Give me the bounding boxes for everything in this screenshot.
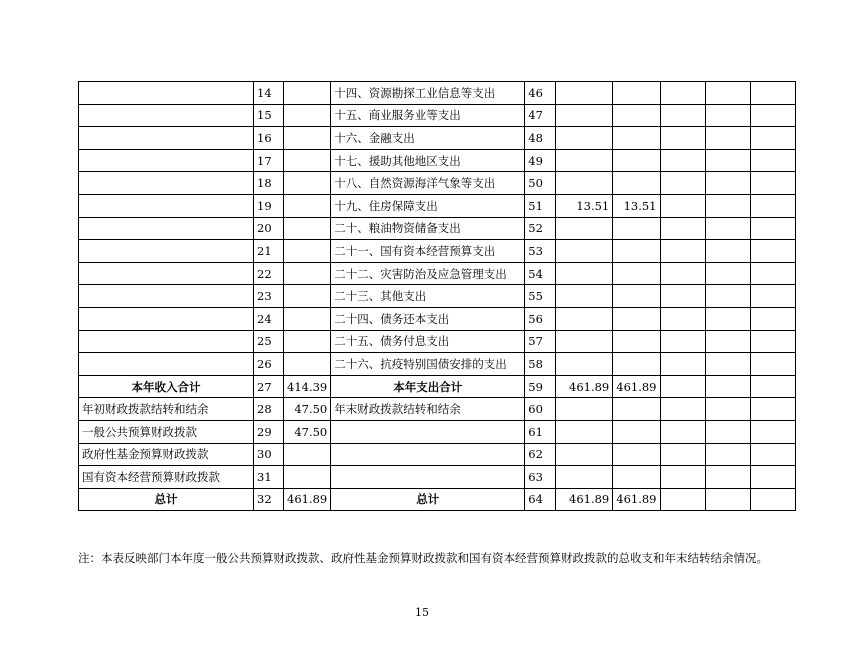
expense-basic-cell — [613, 420, 660, 443]
expense-col5-cell — [750, 307, 795, 330]
expense-project-cell — [660, 375, 705, 398]
expense-item-cell: 十九、住房保障支出 — [331, 194, 525, 217]
expense-col4-cell — [705, 443, 750, 466]
income-amount-cell — [284, 240, 331, 263]
expense-col5-cell — [750, 172, 795, 195]
income-item-cell: 总计 — [79, 488, 254, 511]
income-amount-cell — [284, 307, 331, 330]
expense-item-cell: 二十四、债务还本支出 — [331, 307, 525, 330]
income-line-cell: 32 — [254, 488, 284, 511]
income-amount-cell — [284, 149, 331, 172]
expense-project-cell — [660, 149, 705, 172]
expense-line-cell: 56 — [525, 307, 556, 330]
table-row — [79, 217, 796, 240]
table-row — [79, 466, 796, 489]
expense-basic-cell — [613, 443, 660, 466]
expense-col5-cell — [750, 353, 795, 376]
expense-col5-cell — [750, 149, 795, 172]
expense-line-cell: 57 — [525, 330, 556, 353]
expense-total-cell — [556, 127, 613, 150]
income-item-cell — [79, 172, 254, 195]
expense-total-cell — [556, 240, 613, 263]
expense-project-cell — [660, 127, 705, 150]
expense-basic-cell — [613, 217, 660, 240]
expense-col4-cell — [705, 420, 750, 443]
income-amount-cell — [284, 285, 331, 308]
expense-col5-cell — [750, 240, 795, 263]
income-amount-cell: 461.89 — [284, 488, 331, 511]
expense-project-cell — [660, 82, 705, 105]
expense-col4-cell — [705, 82, 750, 105]
income-amount-cell — [284, 330, 331, 353]
expense-line-cell: 51 — [525, 194, 556, 217]
expense-project-cell — [660, 488, 705, 511]
income-item-cell — [79, 82, 254, 105]
expense-basic-cell — [613, 172, 660, 195]
income-line-cell: 31 — [254, 466, 284, 489]
expense-line-cell: 60 — [525, 398, 556, 421]
expense-item-cell: 二十五、债务付息支出 — [331, 330, 525, 353]
expense-col5-cell — [750, 375, 795, 398]
table-row — [79, 488, 796, 511]
table-row — [79, 307, 796, 330]
expense-item-cell: 十七、援助其他地区支出 — [331, 149, 525, 172]
expense-line-cell: 50 — [525, 172, 556, 195]
expense-project-cell — [660, 330, 705, 353]
income-amount-cell: 414.39 — [284, 375, 331, 398]
income-item-cell — [79, 104, 254, 127]
income-item-cell — [79, 353, 254, 376]
expense-basic-cell — [613, 240, 660, 263]
expense-total-cell — [556, 262, 613, 285]
income-line-cell: 20 — [254, 217, 284, 240]
budget-table — [78, 81, 796, 511]
expense-item-cell — [331, 466, 525, 489]
income-item-cell: 本年收入合计 — [79, 375, 254, 398]
expense-item-cell: 二十三、其他支出 — [331, 285, 525, 308]
expense-item-cell: 二十六、抗疫特别国债安排的支出 — [331, 353, 525, 376]
expense-item-cell: 二十、粮油物资储备支出 — [331, 217, 525, 240]
table-row — [79, 194, 796, 217]
expense-total-cell — [556, 217, 613, 240]
expense-col4-cell — [705, 488, 750, 511]
expense-col5-cell — [750, 398, 795, 421]
expense-basic-cell — [613, 82, 660, 105]
income-amount-cell — [284, 172, 331, 195]
income-item-cell: 国有资本经营预算财政拨款 — [79, 466, 254, 489]
expense-col4-cell — [705, 466, 750, 489]
income-line-cell: 25 — [254, 330, 284, 353]
expense-total-cell — [556, 443, 613, 466]
table-row — [79, 240, 796, 263]
expense-basic-cell: 13.51 — [613, 194, 660, 217]
income-item-cell: 政府性基金预算财政拨款 — [79, 443, 254, 466]
income-item-cell: 年初财政拨款结转和结余 — [79, 398, 254, 421]
expense-basic-cell — [613, 149, 660, 172]
expense-item-cell — [331, 443, 525, 466]
expense-basic-cell — [613, 127, 660, 150]
table-row — [79, 82, 796, 105]
income-line-cell: 27 — [254, 375, 284, 398]
income-line-cell: 22 — [254, 262, 284, 285]
expense-project-cell — [660, 353, 705, 376]
expense-col4-cell — [705, 127, 750, 150]
income-amount-cell: 47.50 — [284, 398, 331, 421]
expense-project-cell — [660, 420, 705, 443]
income-line-cell: 14 — [254, 82, 284, 105]
expense-total-cell — [556, 285, 613, 308]
income-item-cell — [79, 285, 254, 308]
expense-col4-cell — [705, 172, 750, 195]
income-item-cell — [79, 217, 254, 240]
expense-line-cell: 53 — [525, 240, 556, 263]
expense-col4-cell — [705, 217, 750, 240]
income-amount-cell — [284, 194, 331, 217]
expense-total-cell — [556, 420, 613, 443]
income-line-cell: 24 — [254, 307, 284, 330]
expense-item-cell: 总计 — [331, 488, 525, 511]
expense-item-cell: 二十一、国有资本经营预算支出 — [331, 240, 525, 263]
expense-item-cell: 十五、商业服务业等支出 — [331, 104, 525, 127]
expense-total-cell: 461.89 — [556, 375, 613, 398]
income-item-cell — [79, 149, 254, 172]
expense-project-cell — [660, 217, 705, 240]
expense-project-cell — [660, 285, 705, 308]
table-footnote: 注：本表反映部门本年度一般公共预算财政拨款、政府性基金预算财政拨款和国有资本经营预算财政拨款的总收支和年末结转结余情况。 — [78, 551, 768, 565]
table-row — [79, 398, 796, 421]
expense-total-cell: 461.89 — [556, 488, 613, 511]
table-row — [79, 149, 796, 172]
income-amount-cell — [284, 466, 331, 489]
expense-line-cell: 47 — [525, 104, 556, 127]
expense-total-cell — [556, 353, 613, 376]
expense-col4-cell — [705, 149, 750, 172]
expense-col4-cell — [705, 353, 750, 376]
income-line-cell: 29 — [254, 420, 284, 443]
expense-project-cell — [660, 398, 705, 421]
expense-basic-cell — [613, 262, 660, 285]
expense-col5-cell — [750, 104, 795, 127]
expense-col5-cell — [750, 194, 795, 217]
income-item-cell — [79, 240, 254, 263]
table-row — [79, 285, 796, 308]
income-item-cell — [79, 262, 254, 285]
expense-basic-cell — [613, 398, 660, 421]
expense-project-cell — [660, 172, 705, 195]
expense-line-cell: 55 — [525, 285, 556, 308]
expense-total-cell — [556, 104, 613, 127]
expense-line-cell: 52 — [525, 217, 556, 240]
expense-col4-cell — [705, 262, 750, 285]
table-row — [79, 353, 796, 376]
income-amount-cell — [284, 262, 331, 285]
expense-total-cell — [556, 466, 613, 489]
table-row — [79, 172, 796, 195]
table-row — [79, 443, 796, 466]
income-item-cell — [79, 127, 254, 150]
expense-col5-cell — [750, 488, 795, 511]
table-row — [79, 420, 796, 443]
expense-col5-cell — [750, 82, 795, 105]
income-line-cell: 19 — [254, 194, 284, 217]
expense-col5-cell — [750, 330, 795, 353]
income-amount-cell — [284, 82, 331, 105]
page-number: 15 — [415, 606, 429, 619]
expense-basic-cell — [613, 330, 660, 353]
expense-item-cell: 十八、自然资源海洋气象等支出 — [331, 172, 525, 195]
expense-project-cell — [660, 466, 705, 489]
income-amount-cell — [284, 443, 331, 466]
expense-project-cell — [660, 307, 705, 330]
expense-col4-cell — [705, 285, 750, 308]
expense-total-cell — [556, 307, 613, 330]
table-row — [79, 375, 796, 398]
expense-project-cell — [660, 104, 705, 127]
income-line-cell: 30 — [254, 443, 284, 466]
expense-col5-cell — [750, 262, 795, 285]
expense-col5-cell — [750, 466, 795, 489]
expense-line-cell: 59 — [525, 375, 556, 398]
expense-basic-cell: 461.89 — [613, 375, 660, 398]
income-line-cell: 17 — [254, 149, 284, 172]
expense-project-cell — [660, 240, 705, 263]
expense-line-cell: 61 — [525, 420, 556, 443]
expense-col4-cell — [705, 104, 750, 127]
income-line-cell: 28 — [254, 398, 284, 421]
table-row — [79, 104, 796, 127]
income-item-cell: 一般公共预算财政拨款 — [79, 420, 254, 443]
expense-col4-cell — [705, 240, 750, 263]
income-amount-cell — [284, 127, 331, 150]
expense-project-cell — [660, 443, 705, 466]
expense-col5-cell — [750, 285, 795, 308]
expense-basic-cell — [613, 466, 660, 489]
expense-total-cell — [556, 398, 613, 421]
table-row — [79, 262, 796, 285]
expense-total-cell — [556, 330, 613, 353]
expense-col4-cell — [705, 307, 750, 330]
expense-basic-cell — [613, 353, 660, 376]
expense-line-cell: 64 — [525, 488, 556, 511]
expense-col4-cell — [705, 375, 750, 398]
expense-basic-cell — [613, 307, 660, 330]
income-item-cell — [79, 330, 254, 353]
income-line-cell: 26 — [254, 353, 284, 376]
income-amount-cell — [284, 104, 331, 127]
expense-total-cell — [556, 82, 613, 105]
expense-total-cell — [556, 172, 613, 195]
expense-line-cell: 46 — [525, 82, 556, 105]
expense-line-cell: 49 — [525, 149, 556, 172]
expense-basic-cell: 461.89 — [613, 488, 660, 511]
expense-item-cell: 二十二、灾害防治及应急管理支出 — [331, 262, 525, 285]
expense-col5-cell — [750, 217, 795, 240]
expense-line-cell: 48 — [525, 127, 556, 150]
expense-item-cell: 十四、资源勘探工业信息等支出 — [331, 82, 525, 105]
expense-item-cell: 本年支出合计 — [331, 375, 525, 398]
expense-line-cell: 54 — [525, 262, 556, 285]
expense-line-cell: 62 — [525, 443, 556, 466]
expense-item-cell — [331, 420, 525, 443]
table-row — [79, 127, 796, 150]
expense-line-cell: 58 — [525, 353, 556, 376]
income-line-cell: 23 — [254, 285, 284, 308]
expense-project-cell — [660, 194, 705, 217]
income-item-cell — [79, 194, 254, 217]
income-amount-cell — [284, 217, 331, 240]
expense-line-cell: 63 — [525, 466, 556, 489]
expense-total-cell — [556, 149, 613, 172]
table-row — [79, 330, 796, 353]
expense-project-cell — [660, 262, 705, 285]
expense-item-cell: 十六、金融支出 — [331, 127, 525, 150]
income-line-cell: 16 — [254, 127, 284, 150]
income-line-cell: 21 — [254, 240, 284, 263]
expense-basic-cell — [613, 285, 660, 308]
income-amount-cell — [284, 353, 331, 376]
expense-col5-cell — [750, 443, 795, 466]
expense-basic-cell — [613, 104, 660, 127]
expense-col4-cell — [705, 330, 750, 353]
expense-col5-cell — [750, 127, 795, 150]
expense-col4-cell — [705, 398, 750, 421]
expense-col4-cell — [705, 194, 750, 217]
expense-total-cell: 13.51 — [556, 194, 613, 217]
expense-item-cell: 年末财政拨款结转和结余 — [331, 398, 525, 421]
expense-col5-cell — [750, 420, 795, 443]
income-item-cell — [79, 307, 254, 330]
income-amount-cell: 47.50 — [284, 420, 331, 443]
income-line-cell: 18 — [254, 172, 284, 195]
income-line-cell: 15 — [254, 104, 284, 127]
